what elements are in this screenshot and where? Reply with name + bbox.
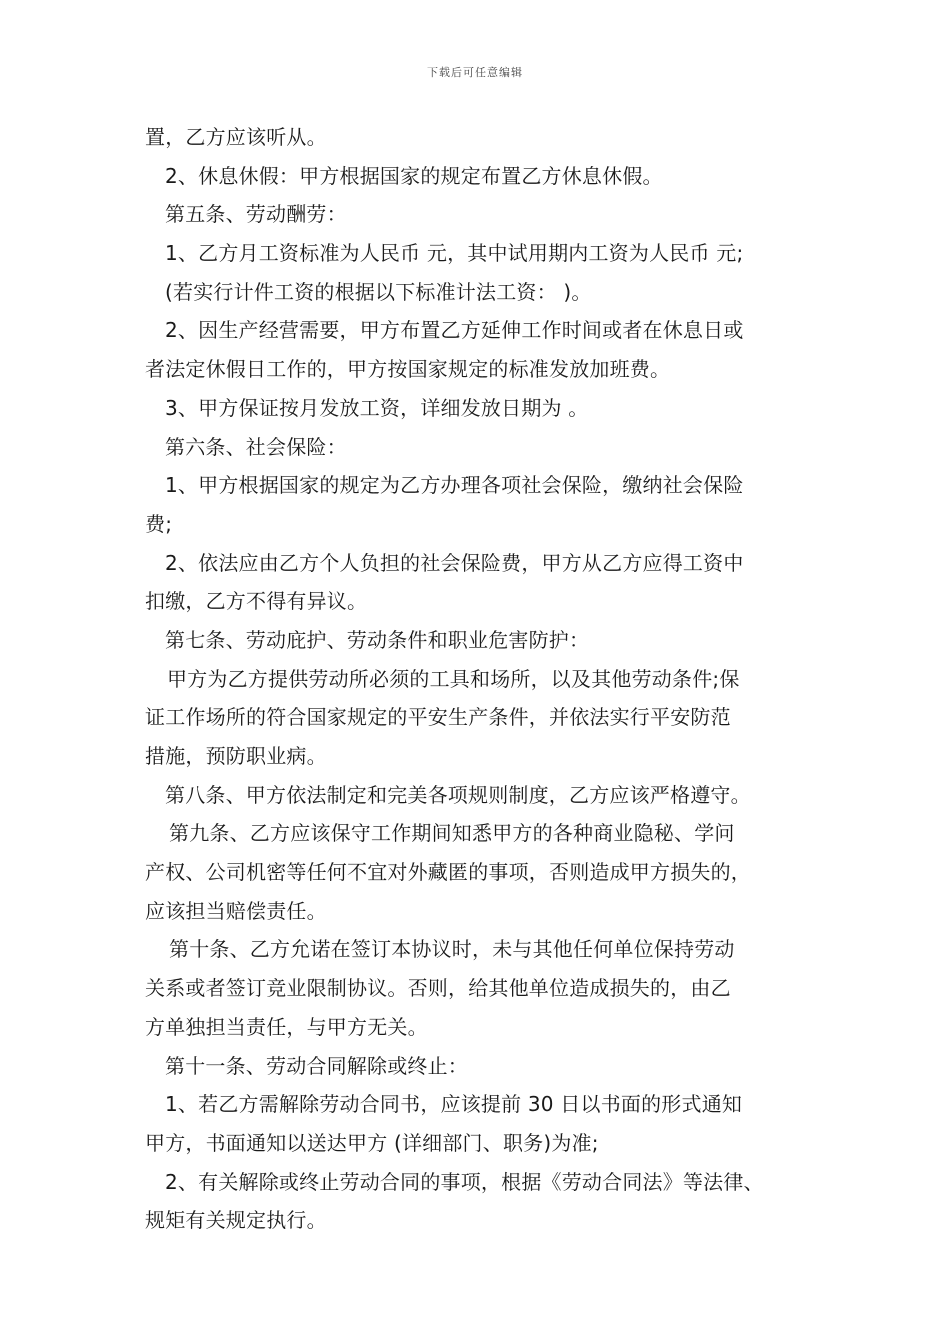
text-line: 置，乙方应该听从。 <box>145 125 327 149</box>
text-line: 2、有关解除或终止劳动合同的事项，根据《劳动合同法》等法律、 <box>165 1169 764 1194</box>
text-line: 1、乙方月工资标准为人民币 元，其中试用期内工资为人民币 元; <box>165 241 744 266</box>
text-line: 扣缴，乙方不得有异议。 <box>145 589 368 614</box>
document-body <box>145 118 825 1240</box>
section-heading: 第五条、劳动酬劳： <box>165 202 347 227</box>
text-line: 关系或者签订竞业限制协议。否则，给其他单位造成损失的，由乙 <box>145 976 731 1001</box>
text-line: 甲方为乙方提供劳动所必须的工具和场所，以及其他劳动条件;保 <box>167 666 740 691</box>
text-line: 2、因生产经营需要，甲方布置乙方延伸工作时间或者在休息日或 <box>165 318 744 343</box>
text-line: 1、若乙方需解除劳动合同书，应该提前 30 日以书面的形式通知 <box>165 1092 743 1117</box>
section-heading: 第九条、乙方应该保守工作期间知悉甲方的各种商业隐秘、学问 <box>169 821 735 846</box>
text-line: 证工作场所的符合国家规定的平安生产条件，并依法实行平安防范 <box>145 705 731 730</box>
text-line: 甲方，书面通知以送达甲方 (详细部门、职务)为准; <box>145 1130 599 1155</box>
page-header-note: 下载后可任意编辑 <box>427 66 523 79</box>
text-line: (若实行计件工资的根据以下标准计法工资： )。 <box>165 279 592 304</box>
text-line: 措施，预防职业病。 <box>145 744 327 768</box>
section-heading: 第八条、甲方依法制定和完美各项规则制度，乙方应该严格遵守。 <box>165 782 751 807</box>
section-heading: 第十一条、劳动合同解除或终止： <box>165 1053 468 1078</box>
section-heading: 第十条、乙方允诺在签订本协议时，未与其他任何单位保持劳动 <box>169 937 735 962</box>
text-line: 3、甲方保证按月发放工资，详细发放日期为 。 <box>165 395 589 420</box>
text-line: 者法定休假日工作的，甲方按国家规定的标准发放加班费。 <box>145 357 671 382</box>
text-line: 1、甲方根据国家的规定为乙方办理各项社会保险，缴纳社会保险 <box>165 473 744 498</box>
text-line: 费; <box>145 511 173 536</box>
text-line: 方单独担当责任，与甲方无关。 <box>145 1014 428 1039</box>
section-heading: 第六条、社会保险： <box>165 434 347 459</box>
text-line: 2、依法应由乙方个人负担的社会保险费，甲方从乙方应得工资中 <box>165 550 744 575</box>
text-line: 规矩有关规定执行。 <box>145 1208 327 1233</box>
section-heading: 第七条、劳动庇护、劳动条件和职业危害防护： <box>165 627 590 652</box>
text-line: 产权、公司机密等任何不宜对外藏匿的事项，否则造成甲方损失的， <box>145 860 751 885</box>
text-line: 2、休息休假：甲方根据国家的规定布置乙方休息休假。 <box>165 163 663 188</box>
text-line: 应该担当赔偿责任。 <box>145 898 327 923</box>
